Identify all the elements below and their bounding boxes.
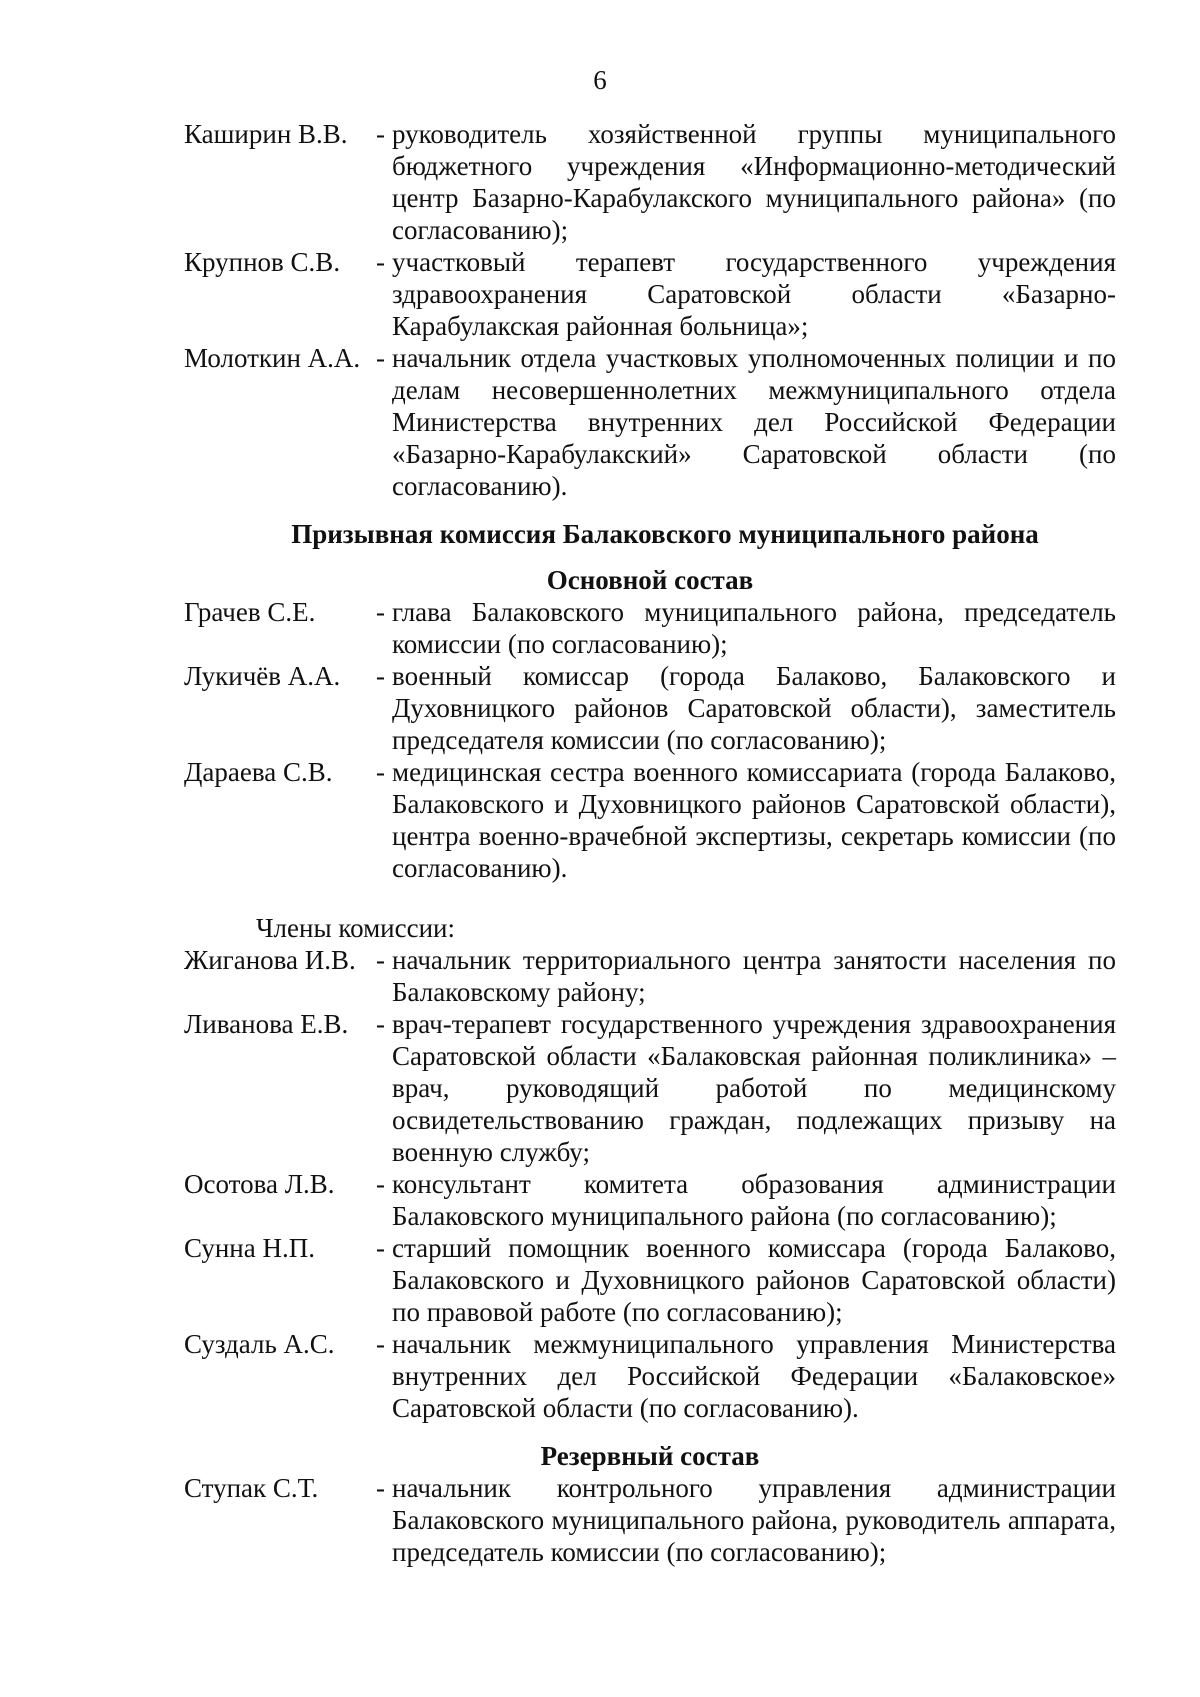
member-name: Дараева С.В.	[184, 757, 333, 787]
dash: -	[376, 1169, 385, 1199]
dash: -	[376, 1233, 385, 1263]
member-description: медицинская сестра военного комиссариата (города Балаково, Балаковского и Духовницкого районов Саратовской области), центра военно-врачебной экспертизы, секретарь комиссии (по согласованию).	[392, 757, 1116, 883]
member-entry	[184, 756, 1116, 884]
member-name: Крупнов С.В.	[184, 247, 341, 277]
member-description: начальник отдела участковых уполномоченных полиции и по делам несовершеннолетних межмуниципального отдела Министерства внутренних дел Российской Федерации «Базарно-Карабулакский» Саратовской области (по согласованию).	[392, 343, 1116, 501]
member-description: руководитель хозяйственной группы муниципального бюджетного учреждения «Информационно-методический центр Базарно-Карабулакского муниципального района» (по согласованию);	[392, 119, 1116, 245]
member-description: начальник территориального центра занятости населения по Балаковскому району;	[392, 945, 1116, 1007]
member-name: Каширин В.В.	[184, 119, 348, 149]
member-entry	[184, 1472, 1116, 1568]
member-name: Осотова Л.В.	[184, 1169, 335, 1199]
member-name: Грачев С.Е.	[184, 597, 316, 627]
member-name: Жиганова И.В.	[184, 945, 356, 975]
dash: -	[376, 1009, 385, 1039]
member-name: Лукичёв А.А.	[184, 661, 341, 691]
member-entry	[184, 660, 1116, 756]
member-entry	[184, 1168, 1116, 1232]
member-entry	[184, 1008, 1116, 1168]
main-composition-heading: Основной состав	[546, 565, 754, 595]
member-entry	[184, 342, 1116, 502]
commission-heading: Призывная комиссия Балаковского муниципального района	[291, 519, 1039, 549]
page-number: 6	[593, 65, 607, 95]
dash: -	[376, 343, 385, 373]
dash: -	[376, 119, 385, 149]
dash: -	[376, 1473, 385, 1503]
member-name: Сунна Н.П.	[184, 1233, 315, 1263]
document-body	[184, 118, 1116, 1568]
dash: -	[376, 597, 385, 627]
member-description: участковый терапевт государственного учреждения здравоохранения Саратовской области «Базарно-Карабулакская районная больница»;	[392, 247, 1116, 341]
member-entry	[184, 1328, 1116, 1424]
dash: -	[376, 247, 385, 277]
member-description: начальник контрольного управления администрации Балаковского муниципального района, руководитель аппарата, председатель комиссии (по согласованию);	[392, 1473, 1116, 1567]
dash: -	[376, 1329, 385, 1359]
member-name: Ступак С.Т.	[184, 1473, 319, 1503]
member-entry	[184, 944, 1116, 1008]
member-description: старший помощник военного комиссара (города Балаково, Балаковского и Духовницкого районов Саратовской области) по правовой работе (по согласованию);	[392, 1233, 1116, 1327]
member-description: консультант комитета образования администрации Балаковского муниципального района (по согласованию);	[392, 1169, 1116, 1231]
member-entry	[184, 246, 1116, 342]
member-name: Молоткин А.А.	[184, 343, 361, 373]
member-entry	[184, 1232, 1116, 1328]
member-description: военный комиссар (города Балаково, Балаковского и Духовницкого районов Саратовской области), заместитель председателя комиссии (по согласованию);	[392, 661, 1116, 755]
dash: -	[376, 757, 385, 787]
member-description: начальник межмуниципального управления Министерства внутренних дел Российской Федерации «Балаковское» Саратовской области (по согласованию).	[392, 1329, 1116, 1423]
member-description: врач-терапевт государственного учреждения здравоохранения Саратовской области «Балаковская районная поликлиника» – врач, руководящий работой по медицинскому освидетельствованию граждан, подлежащих призыву на военную службу;	[392, 1009, 1116, 1167]
reserve-composition-heading: Резервный состав	[540, 1441, 760, 1471]
member-entry	[184, 118, 1116, 246]
dash: -	[376, 945, 385, 975]
member-name: Суздаль А.С.	[184, 1329, 335, 1359]
dash: -	[376, 661, 385, 691]
member-name: Ливанова Е.В.	[184, 1009, 349, 1039]
members-label: Члены комиссии:	[256, 913, 455, 943]
member-description: глава Балаковского муниципального района, председатель комиссии (по согласованию);	[392, 597, 1116, 659]
member-entry	[184, 596, 1116, 660]
